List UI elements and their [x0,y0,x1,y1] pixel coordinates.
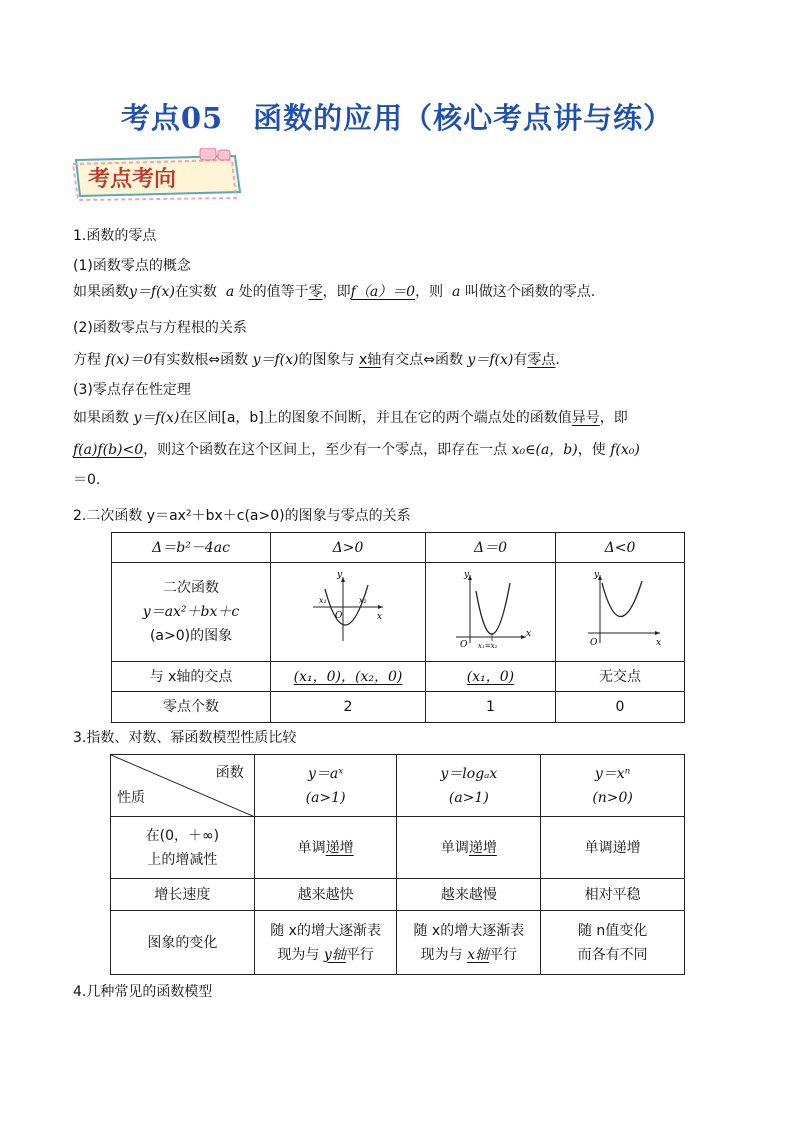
qt-head-0: Δ＝b²－4ac [112,533,271,563]
l3-fx: y＝f(x) [133,410,180,426]
l2-zp: 零点 [527,352,556,368]
fm-corner-bottom: 性质 [117,790,145,806]
fm-r1-c2a: 单调 [440,839,469,856]
l2-fx2: y＝f(x) [467,352,514,368]
qt-row3-label: 零点个数 [112,692,271,723]
qt-graph-label [112,563,271,662]
l1b: 在实数 [174,284,217,300]
l1e: ，则 [415,284,444,300]
l3a: 如果函数 [73,410,129,426]
l1-a-var2: a [451,284,461,300]
fm-r3-label: 图象的变化 [111,911,255,975]
fm-r3-c3 [541,911,685,975]
fm-head-1 [254,755,397,817]
s4-heading: 4.几种常见的函数模型 [73,984,213,1000]
function-model-table [110,754,685,975]
fm-r2-c1: 越来越快 [254,879,397,911]
l2d: 有交点⇔函数 [381,352,463,368]
fm-r3-c1-2a: 现为与 [277,946,320,963]
l4b: ，则这个函数在这个区间上，至少有一个零点，即存在一点 [143,442,508,458]
fm-r2-c2: 越来越慢 [397,879,541,911]
qt-graph-1 [271,563,426,662]
qt-head-2: Δ＝0 [425,533,555,563]
fm-r3-c2-2a: 现为与 [420,946,463,963]
qt-head-3: Δ<0 [555,533,684,563]
qt-row3-c1: 2 [271,692,426,723]
l2-eq: f(x)＝0 [105,352,153,368]
l4-prod: f(a)f(b)<0 [73,442,144,458]
s3-heading: 3.指数、对数、幂函数模型性质比较 [73,730,297,746]
s1-sub3: (3)零点存在性定理 [73,382,191,398]
parabola-one-root-graph [426,563,554,653]
g2-x: x [526,629,532,639]
g1-x1: x₁ [319,596,327,605]
g3-y: y [593,570,600,580]
table-row [111,879,685,911]
qt-row2-c1 [271,662,426,692]
fm-r3-c2-2 [397,943,540,967]
l4c: ，使 [577,442,606,458]
fm-h3-top: y＝xⁿ [594,765,631,782]
g3-o: O [589,638,598,648]
g1-x: x [377,612,383,622]
g2-y: y [464,570,470,580]
fm-h2-bottom: (a>1) [448,789,489,806]
l4-x0: x₀∈(a，b) [511,442,578,458]
g1-x2: x₂ [359,596,367,605]
fm-r3-c2-1: 随 x的增大逐渐表 [413,922,525,939]
l2-fx: y＝f(x) [252,352,299,368]
qt-row3-c2: 1 [425,692,555,723]
qt-gl-3: (a>0)的图象 [149,628,233,644]
table-row [111,755,685,817]
qt-graph-2 [425,563,555,662]
qt-head-1: Δ>0 [271,533,426,563]
table-row [112,662,685,692]
fm-r3-c2 [397,911,541,975]
l2b: 有实数根⇔函数 [152,352,249,368]
l4-fx0: f(x₀) [610,442,640,458]
l2c: 的图象与 [298,352,355,368]
l2f: . [555,352,560,368]
s1-heading: 1.函数的零点 [73,228,157,244]
qt-row2-c2 [425,662,555,692]
l2a: 方程 [73,352,101,368]
qt-row2-c3: 无交点 [555,662,684,692]
s1-line5: ＝0. [73,472,101,488]
qt-row2-c2-val: (x₁，0) [466,668,515,685]
fm-r3-c2-2c: 平行 [489,946,518,963]
parabola-two-roots-graph [273,563,423,653]
l1-a-var: a [225,284,235,300]
fm-r1-c1b: 递增 [325,839,354,856]
table-row [111,817,685,879]
fm-r1-c3: 单调递增 [541,817,685,879]
l1-eq: f（a）＝0 [350,284,416,300]
l1c: 处的值等于 [238,284,309,300]
l1-zero: 零 [308,284,323,300]
l2e: 有 [513,352,528,368]
fm-h1-bottom: (a>1) [305,789,346,806]
s1-line3 [73,408,628,428]
fm-r1-c2b: 递增 [468,839,497,856]
fm-r3-c1-1: 随 x的增大逐渐表 [270,922,381,939]
fm-r3-c1-2 [255,943,397,967]
fm-r2-label: 增长速度 [111,879,255,911]
badge-text: 考点考向 [88,166,177,192]
table-row [111,911,685,975]
fm-r1-l2: 上的增减性 [147,851,218,868]
qt-gl-2: y＝ax²＋bx＋c [142,604,240,620]
g3-x: x [655,638,662,648]
fm-corner-top: 函数 [215,765,244,781]
qt-graph-3 [555,563,684,662]
fm-r3-c1-2c: 平行 [345,946,374,963]
qt-row2-c1-val: (x₁，0)，(x₂，0) [293,668,403,685]
fm-h2-top: y＝logₐx [440,765,498,782]
fm-corner-cell [111,755,255,817]
section-badge [70,148,245,202]
s1-line1 [73,282,595,302]
l1a: 如果函数 [73,284,129,300]
l2-xaxis: x轴 [358,352,382,368]
fm-r1-c1a: 单调 [297,839,326,856]
l1-fx: y＝f(x) [129,284,175,300]
g2-o: O [460,640,468,650]
table-row [112,533,685,563]
fm-head-3 [541,755,685,817]
s2-heading: 2.二次函数 y＝ax²＋bx＋c(a>0)的图象与零点的关系 [73,508,411,524]
fm-r1-label [111,817,255,879]
fm-r1-c2 [397,817,541,879]
fm-r3-c3-1: 随 n值变化 [577,922,648,939]
table-row [112,692,685,723]
quadratic-table [111,532,685,723]
qt-row2-label: 与 x轴的交点 [112,662,271,692]
fm-r3-c3-2: 而各有不同 [577,946,648,963]
parabola-no-root-graph [556,563,684,653]
l3c: ，即 [599,410,628,426]
s1-sub2: (2)函数零点与方程根的关系 [73,320,247,336]
fm-head-2 [397,755,541,817]
fm-r3-c1-2b: y轴 [323,946,346,963]
title-part1: 考点05 [120,101,224,135]
fm-r3-c2-2b: x轴 [467,946,490,963]
page-title [0,96,794,137]
l1d: ，即 [322,284,351,300]
fm-r2-c3: 相对平稳 [541,879,685,911]
title-part2: 函数的应用（核心考点讲与练） [253,101,674,135]
g2-x1x2: x₁=x₂ [478,642,498,650]
g1-o: O [335,611,343,621]
fm-r1-c1 [254,817,397,879]
fm-r3-c1 [254,911,397,975]
s1-line4 [73,440,640,460]
qt-gl-1: 二次函数 [163,580,220,596]
table-row [112,563,685,662]
fm-h1-top: y＝aˣ [307,765,344,782]
fm-h3-bottom: (n>0) [592,789,633,806]
s1-sub1: (1)函数零点的概念 [73,258,191,274]
s1-line2 [73,350,560,370]
l3-diff: 异号 [571,410,600,426]
qt-row3-c3: 0 [555,692,684,723]
l1f: 叫做这个函数的零点. [464,284,596,300]
l3b: 在区间[a，b]上的图象不间断，并且在它的两个端点处的函数值 [179,410,572,426]
g1-y: y [337,570,343,580]
fm-r1-l1: 在(0，＋∞) [145,827,220,844]
